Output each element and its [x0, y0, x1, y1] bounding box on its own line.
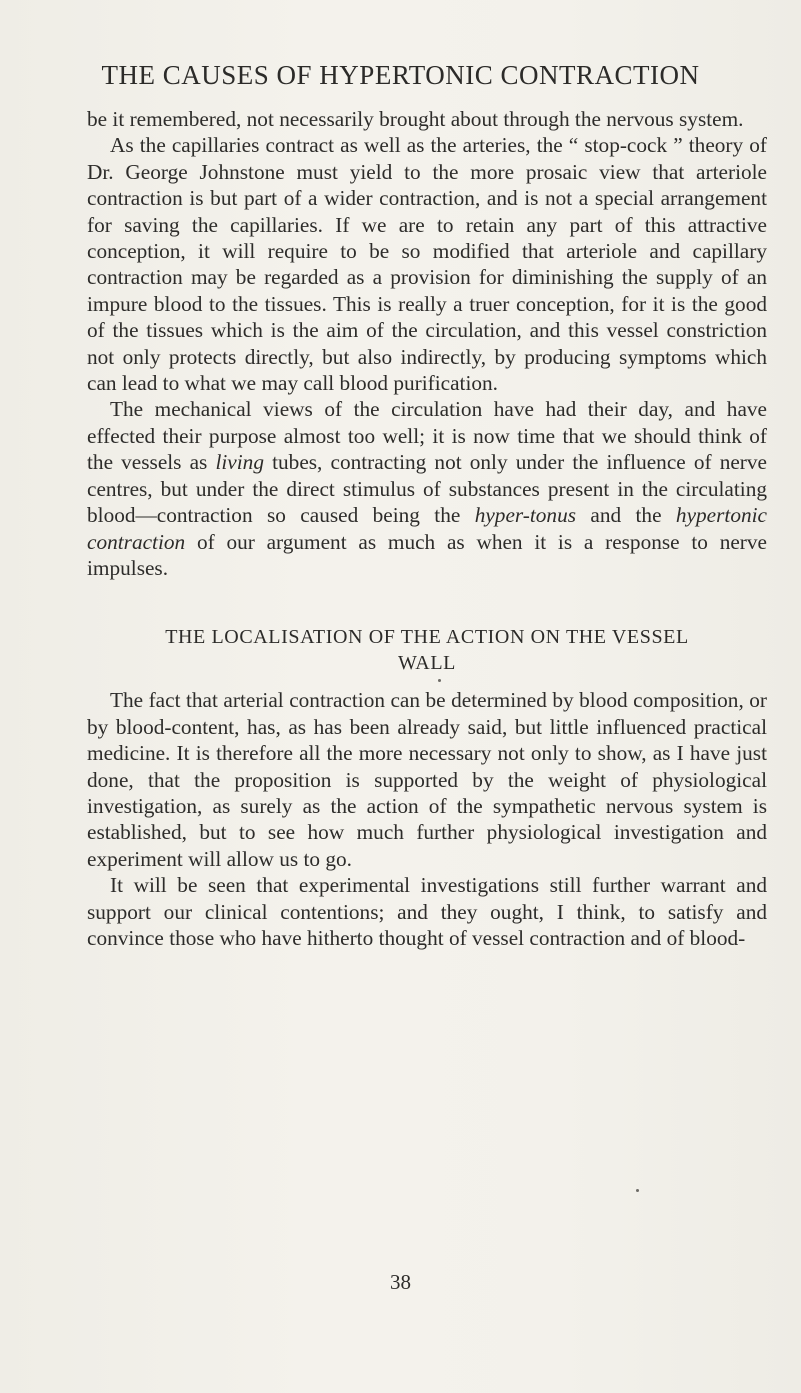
- section-heading-line-2: WALL: [398, 652, 456, 675]
- page-number: 38: [390, 1270, 411, 1294]
- paragraph-p4: [87, 687, 767, 872]
- text-run: tubes, contracting not only under the influence of nerve centres, but under the direct stimulus of substances present in the circulating blood—contraction so caused being the: [87, 450, 767, 528]
- ink-speck: [636, 1189, 639, 1192]
- paragraph-p5: [87, 872, 767, 951]
- text-run: and the: [576, 503, 676, 528]
- text-run: It will be seen that experimental investigations still further warrant and support our clinical contentions; and they ought, I think, to satisfy and convince those who have hitherto thought of vessel contraction and of blood-: [87, 873, 767, 950]
- text-run: of our argument as much as when it is a response to nerve impulses.: [87, 529, 767, 580]
- text-run: As the capillaries contract as well as the arteries, the “ stop-cock ” theory of Dr. George Johnstone must yield to the more prosaic view that arteriole contraction is but part of a wider contraction, and is not a special arrangement for saving the capillaries. If we are to retain any part of this attractive conception, it will require to be so modified that arteriole and capillary contraction may be regarded as a provision for diminishing the supply of an impure blood to the tissues. This is really a truer conception, for it is the good of the tissues which is the aim of the circulation, and this vessel constriction not only protects directly, but also indirectly, by producing symptoms which can lead to what we may call blood purification.: [87, 133, 767, 396]
- section-heading-line-1: THE LOCALISATION OF THE ACTION ON THE VESSEL: [165, 626, 689, 649]
- paragraph-p3: [87, 396, 767, 581]
- body-text: [87, 106, 767, 951]
- italic-phrase: living: [215, 450, 264, 475]
- top-paragraphs: [87, 106, 767, 581]
- section-heading: [87, 624, 767, 676]
- text-run: be it remembered, not necessarily brought about through the nervous system.: [87, 107, 744, 131]
- ink-speck: [438, 679, 441, 682]
- paragraph-p2: [87, 132, 767, 396]
- text-run: The mechanical views of the circulation have had their day, and have effected their purpose almost too well; it is now time that we should think of the vessels as: [87, 397, 767, 475]
- italic-phrase: hyper-tonus: [474, 503, 577, 528]
- italic-phrase: hypertonic contraction: [87, 503, 767, 554]
- text-run: The fact that arterial contraction can be determined by blood composition, or by blood-content, has, as has been already said, but little influenced practical medicine. It is therefore all the more necessary not only to show, as I have just done, that the proposition is supported by the weight of physiological investigation, as surely as the action of the sympathetic nervous system is established, but to see how much further physiological investigation and experiment will allow us to go.: [87, 688, 767, 871]
- paragraph-p1: [87, 106, 767, 132]
- bottom-paragraphs: [87, 687, 767, 951]
- running-head: THE CAUSES OF HYPERTONIC CONTRACTION: [101, 60, 700, 90]
